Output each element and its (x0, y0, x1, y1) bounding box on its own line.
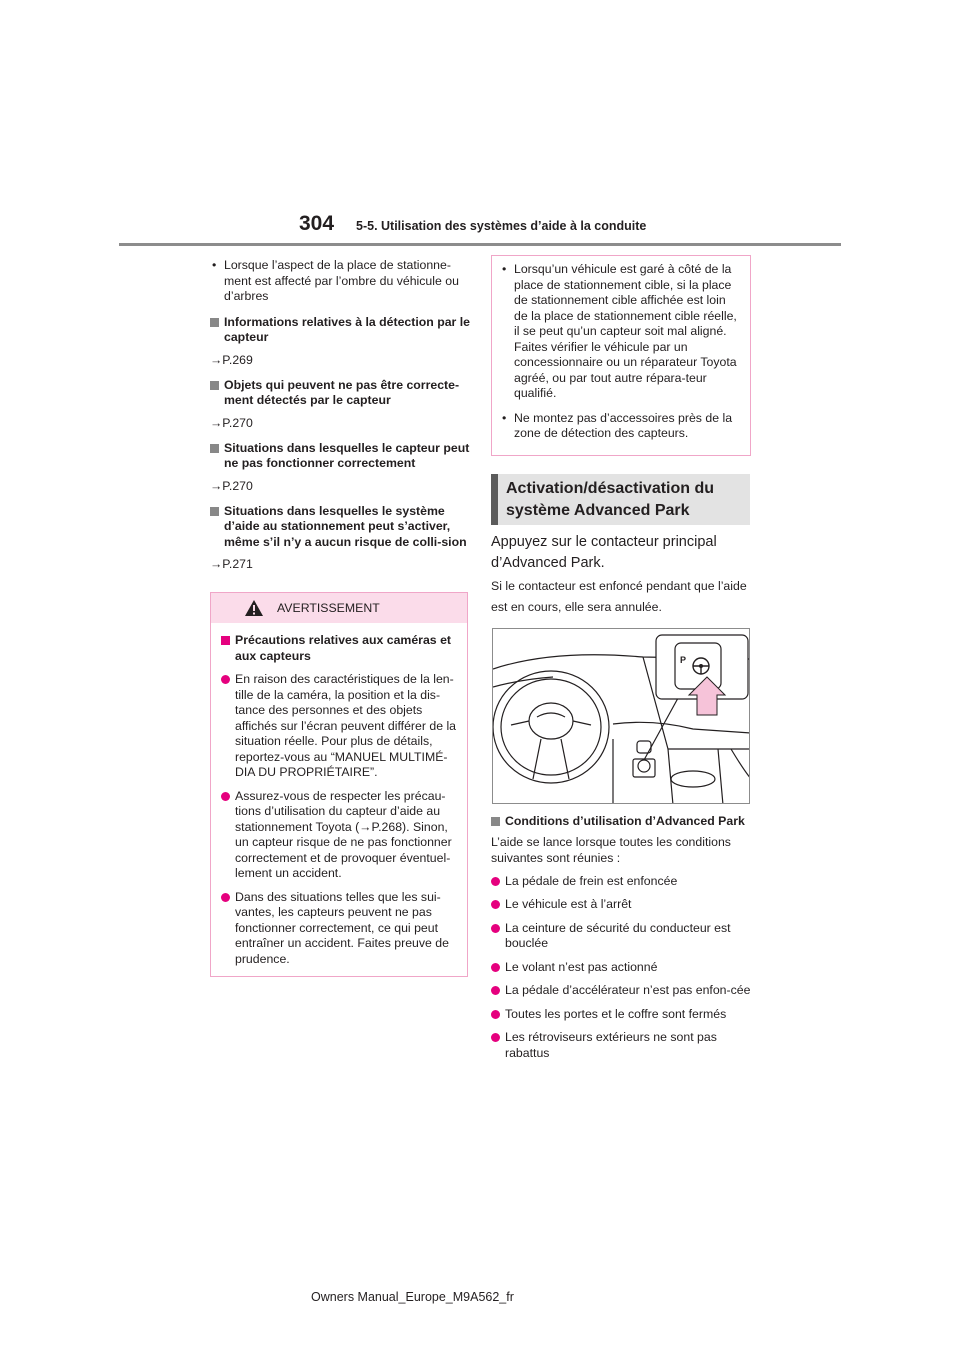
section-heading: Objets qui peuvent ne pas être correcte-ment détectés par le capteur (210, 378, 472, 409)
section-title-bar (491, 474, 498, 525)
list-item: • Lorsque l’aspect de la place de stationne-ment est affecté par l’ombre du véhicule ou d’arbres (212, 258, 459, 303)
bullet-dot-icon (221, 792, 230, 801)
list-item: • Ne montez pas d’accessoires près de la zone de détection des capteurs. (502, 410, 733, 440)
warning-bullet: En raison des caractéristiques de la len-tille de la caméra, la position et la dis-tance des personnes et des objets affichés sur l’écran peuvent différer de la situation réelle. Pour plus de détails, reportez-vous au “MANUEL MULTIMÉ-DIA DU PROPRIÉTAIRE”. (221, 672, 457, 781)
page-reference-link[interactable]: →P.271 (210, 557, 253, 571)
condition-item: Le volant n’est pas actionné (491, 960, 753, 976)
bullet-dot-icon (491, 924, 500, 933)
list-item: • Lorsqu’un véhicule est garé à côté de la place de stationnement cible, si la place de stationnement cible affichée est loin de la place de stationnement cible réelle, il se peut qu’un capteur soit mal aligné. Faites vérifier le véhicule par un concessionnaire ou un réparateur Toyota agréé, ou par tout autre répara-teur qualifié. (502, 262, 737, 400)
page-reference-link[interactable]: →P.270 (210, 415, 253, 430)
bullet-dot-icon (491, 900, 500, 909)
square-bullet-icon (221, 636, 230, 645)
conditions-section (491, 814, 753, 1061)
caution-box (491, 255, 751, 456)
section-heading: Conditions d’utilisation d’Advanced Park (491, 814, 753, 830)
square-bullet-icon (210, 381, 219, 390)
condition-item: La pédale de frein est enfoncée (491, 874, 753, 890)
square-bullet-icon (210, 444, 219, 453)
page-number: 304 (299, 212, 335, 235)
section-title: Activation/désactivation du système Advanced Park (506, 480, 715, 519)
bullet-dot-icon (491, 1010, 500, 1019)
warning-title: AVERTISSEMENT (277, 601, 380, 615)
warning-subtitle: Précautions relatives aux caméras et aux capteurs (221, 633, 457, 664)
chapter-title: 5-5. Utilisation des systèmes d’aide à la conduite (356, 219, 647, 233)
bullet-dot-icon (221, 893, 230, 902)
condition-item: La ceinture de sécurité du conducteur est bouclée (491, 921, 753, 952)
condition-item: La pédale d’accélérateur n’est pas enfon-cée (491, 983, 753, 999)
bullet-dot-icon (491, 877, 500, 886)
left-column (210, 258, 472, 572)
conditions-intro: L’aide se lance lorsque toutes les conditions suivantes sont réunies : (491, 834, 731, 865)
section-heading: Situations dans lesquelles le capteur peut ne pas fonctionner correctement (210, 441, 472, 472)
warning-header (211, 593, 467, 623)
dashboard-illustration (492, 628, 750, 804)
square-bullet-icon (491, 817, 500, 826)
warning-bullet: Dans des situations telles que les sui-vantes, les capteurs peuvent ne pas fonctionner correctement, ce qui peut entraîner un accident. Faites preuve de prudence. (221, 890, 457, 968)
section-heading: Situations dans lesquelles le système d’aide au stationnement peut s’activer, même s’il n’y a aucun risque de colli-sion (210, 504, 472, 551)
condition-item: Le véhicule est à l’arrêt (491, 897, 753, 913)
page-reference-link[interactable]: →P.269 (210, 352, 253, 367)
bullet-dot-icon (491, 963, 500, 972)
section-title-banner (491, 474, 750, 525)
warning-bullet: Assurez-vous de respecter les précau-tions d’utilisation du capteur d’aide au stationnement Toyota (→P.268). Sinon, un capteur risque de ne pas fonctionner correctement et de provoquer éventuel-lement un accident. (221, 789, 457, 882)
bullet-dot-icon (491, 1033, 500, 1042)
square-bullet-icon (210, 507, 219, 516)
bullet-dot-icon (491, 986, 500, 995)
warning-box (210, 592, 468, 977)
warning-triangle-icon (244, 599, 264, 617)
section-note: Si le contacteur est enfoncé pendant que l’aide est en cours, elle sera annulée. (491, 579, 747, 614)
page-reference-link[interactable]: →P.270 (210, 478, 253, 493)
section-heading: Informations relatives à la détection par le capteur (210, 315, 472, 346)
list-item-text: Lorsque l’aspect de la place de stationne-ment est affecté par l’ombre du véhicule ou d’arbres (224, 258, 459, 303)
section-intro: Appuyez sur le contacteur principal d’Advanced Park. (491, 534, 717, 571)
header-rule (119, 243, 841, 246)
bullet-dot-icon (221, 675, 230, 684)
dashboard-drawing (493, 629, 750, 804)
footer-document-id: Owners Manual_Europe_M9A562_fr (311, 1290, 514, 1304)
square-bullet-icon (210, 318, 219, 327)
condition-item: Toutes les portes et le coffre sont fermés (491, 1007, 753, 1023)
condition-item: Les rétroviseurs extérieurs ne sont pas rabattus (491, 1030, 753, 1061)
switch-letter: P (680, 655, 687, 665)
